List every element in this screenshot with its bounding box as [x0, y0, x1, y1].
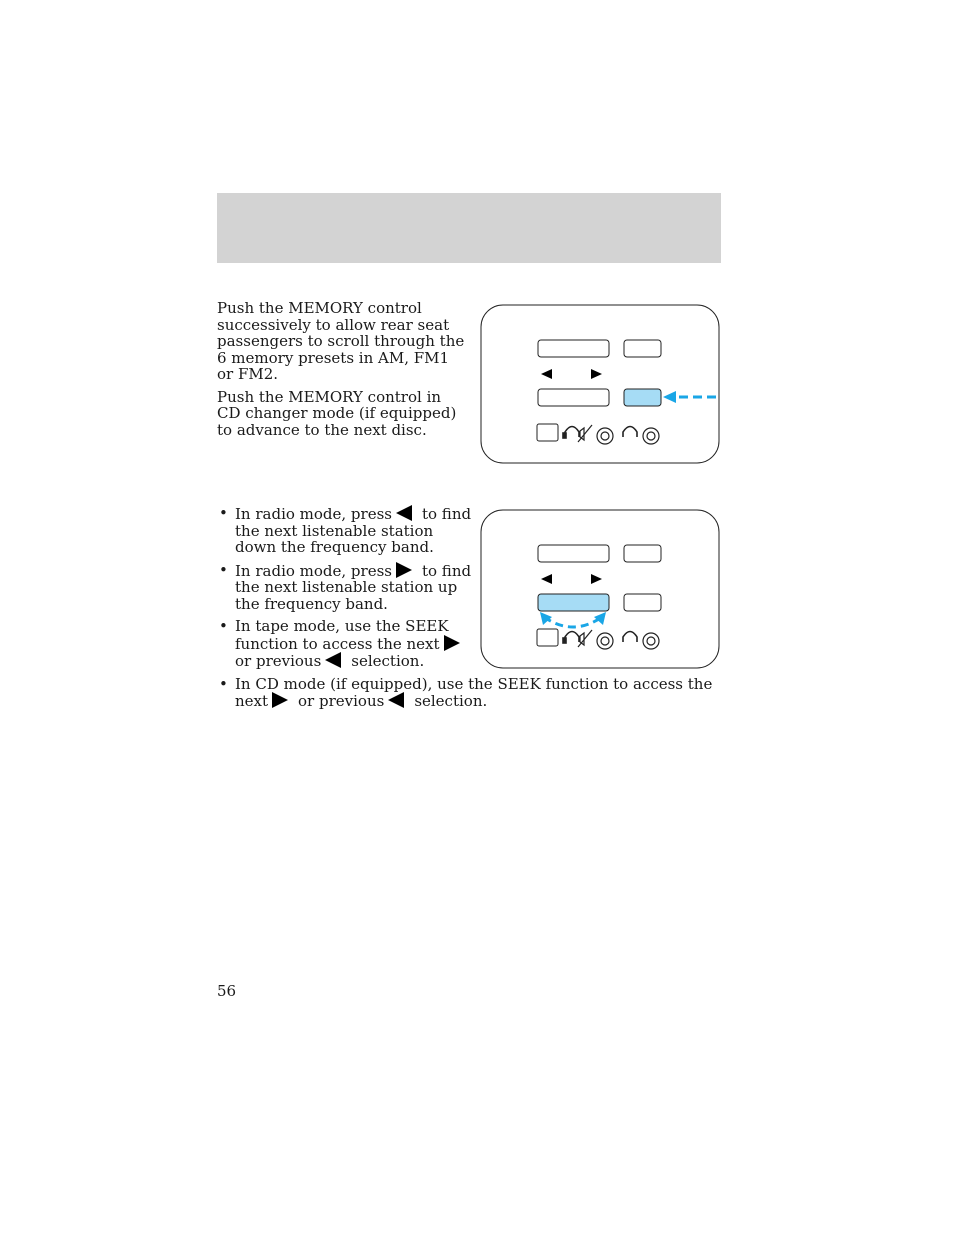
seek-left-arrow-icon: [325, 652, 341, 668]
bullet-radio-down: • In radio mode, press to find the next listenable station down the frequency band.: [217, 505, 475, 556]
mode-button: [624, 340, 661, 357]
seek-right-arrow-icon: [396, 562, 412, 578]
rear-seat-control-diagram-seek: [480, 509, 720, 669]
bullet-radio-up: • In radio mode, press to find the next listenable station up the frequency band.: [217, 562, 485, 613]
mode-button: [624, 545, 661, 562]
rear-seat-control-diagram-memory: [480, 304, 720, 464]
memory-button: [624, 389, 661, 406]
seek-button: [538, 389, 609, 406]
bullet-tape: • In tape mode, use the SEEK function to access the nextor previous selection.: [217, 618, 485, 670]
header-band: [217, 193, 721, 263]
memory-button: [624, 594, 661, 611]
page-number: 56: [217, 982, 237, 1000]
seek-right-arrow-icon: [272, 692, 288, 708]
power-button: [537, 424, 558, 441]
seek-left-arrow-icon: [388, 692, 404, 708]
seek-right-arrow-icon: [444, 635, 460, 651]
memory-description: [217, 300, 467, 444]
seek-button: [538, 594, 609, 611]
memory-para-1: Push the MEMORY control successively to allow rear seat passengers to scroll through the 6 memory presets in AM, FM1 or FM2.: [217, 299, 465, 383]
memory-para-2: Push the MEMORY control in CD changer mode (if equipped) to advance to the next disc.: [217, 387, 457, 439]
seek-left-arrow-icon: [396, 505, 412, 521]
bullet-cd: • In CD mode (if equipped), use the SEEK function to access the next or previous selection.: [217, 676, 715, 710]
power-button: [537, 629, 558, 646]
volume-button: [538, 340, 609, 357]
volume-button: [538, 545, 609, 562]
